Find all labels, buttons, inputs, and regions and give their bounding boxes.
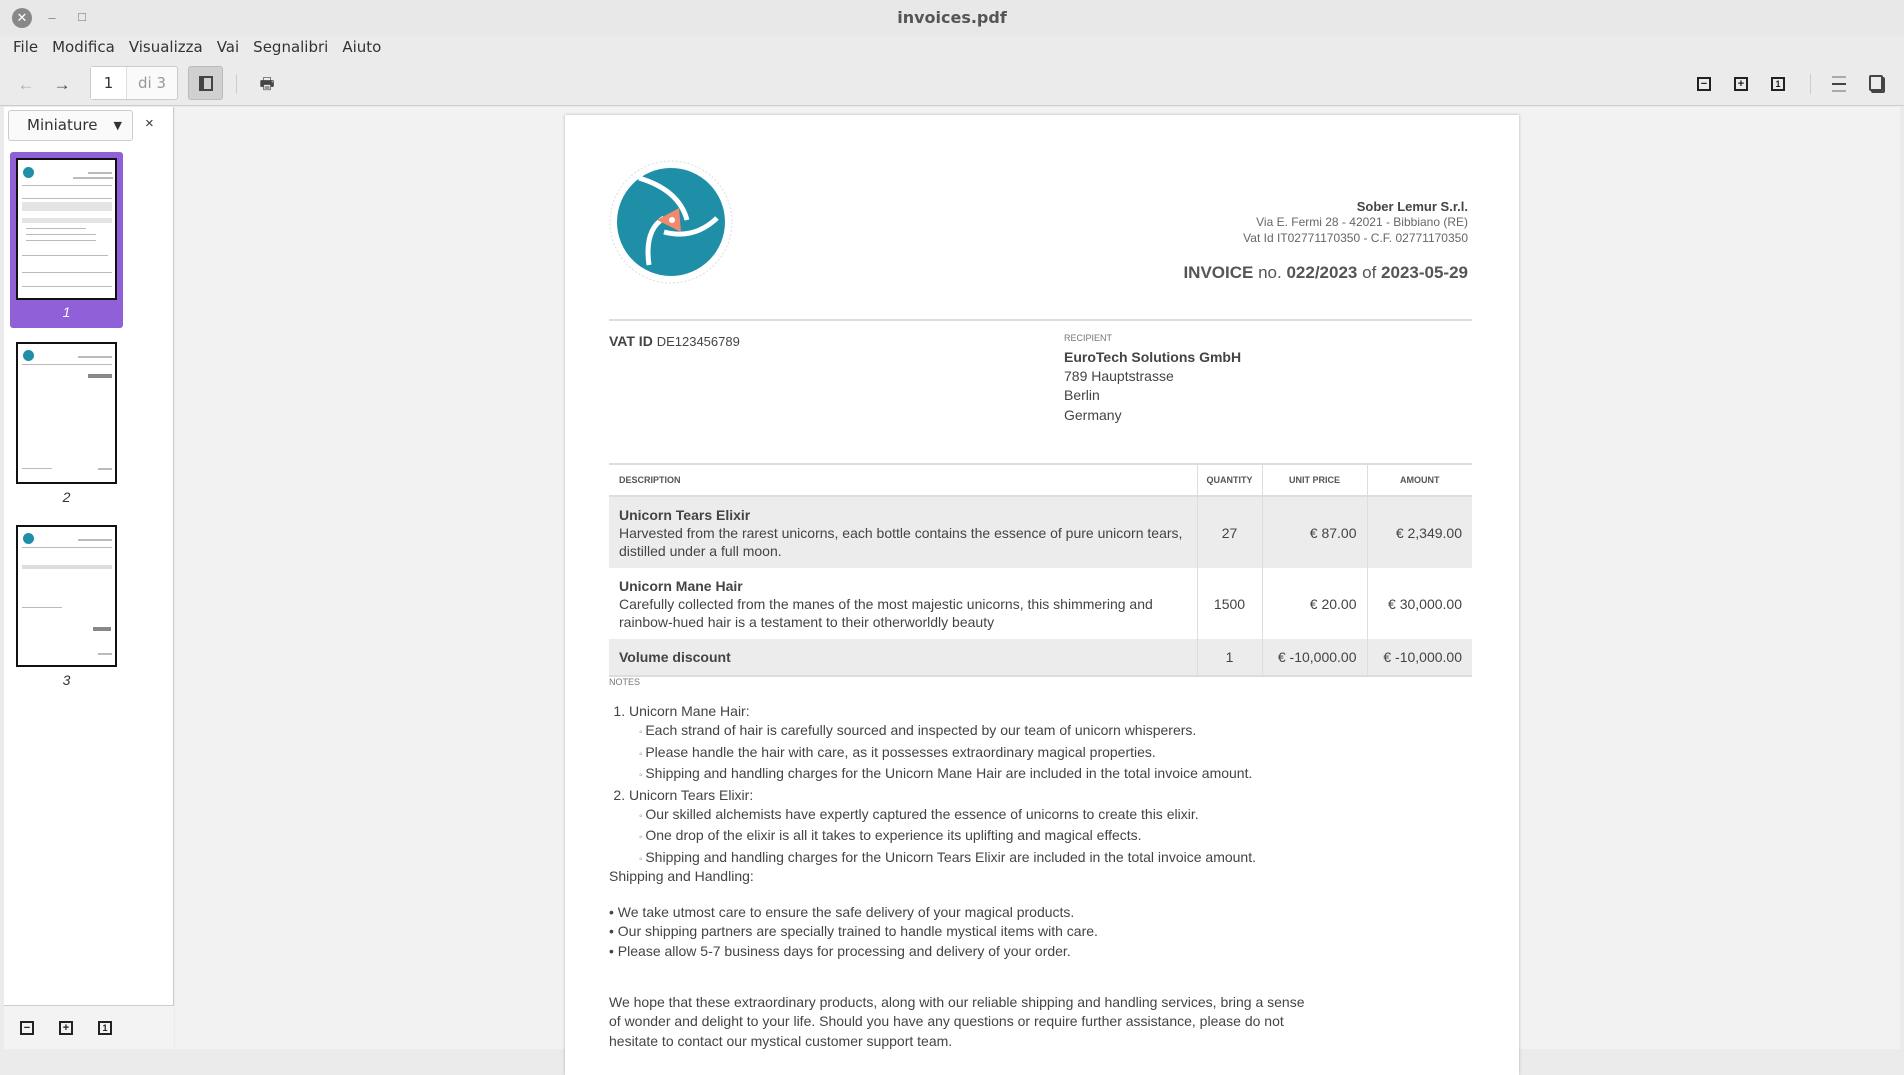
vat-id <box>609 333 740 349</box>
actual-size-icon[interactable]: 1 <box>1771 77 1785 91</box>
shipping-item: • Our shipping partners are specially trained to handle mystical items with care. <box>609 923 1098 940</box>
company-logo <box>609 160 733 284</box>
item-quantity: 27 <box>1197 496 1262 568</box>
note-item <box>629 786 1256 870</box>
invoice-date: 2023-05-29 <box>1381 263 1468 282</box>
item-name: Volume discount <box>609 639 1197 676</box>
sidebar-mode-dropdown[interactable] <box>8 110 133 141</box>
note-title: Unicorn Tears Elixir: <box>629 786 754 803</box>
toolbar <box>0 62 1904 106</box>
shipping-item: • We take utmost care to ensure the safe delivery of your magical products. <box>609 904 1075 920</box>
page-total: di 3 <box>137 74 166 92</box>
recipient-label: RECIPIENT <box>1064 333 1113 343</box>
item-unit-price: € 87.00 <box>1262 496 1367 568</box>
sidebar-zoom-bar <box>4 1005 174 1049</box>
item-unit-price: € -10,000.00 <box>1262 639 1367 676</box>
item-description: Harvested from the rarest unicorns, each bottle contains the essence of pure unicorn tears, distilled under a full moon. <box>619 524 1183 559</box>
print-icon[interactable]: 🖶 <box>259 76 275 93</box>
window-title: invoices.pdf <box>897 8 1007 27</box>
notes-label: NOTES <box>609 677 641 687</box>
header-quantity: QUANTITY <box>1197 464 1262 496</box>
item-unit-price: € 20.00 <box>1262 568 1367 639</box>
thumbnail-page-2[interactable] <box>10 336 123 506</box>
close-sidebar-icon[interactable]: × <box>145 115 154 132</box>
invoice-heading <box>1183 263 1468 283</box>
header-unit-price: UNIT PRICE <box>1262 464 1367 496</box>
invoice-table <box>609 463 1472 677</box>
minimize-window-button[interactable]: – <box>48 10 56 25</box>
thumbnail-page-1[interactable] <box>10 152 123 328</box>
sidebar-toggle-button[interactable] <box>188 66 223 100</box>
company-name: Sober Lemur S.r.l. <box>1356 199 1468 214</box>
of-word: of <box>1362 263 1377 282</box>
separator <box>1810 74 1811 94</box>
thumbnail-zoom-in-icon[interactable]: + <box>59 1021 73 1035</box>
thumbnail-label: 2 <box>62 489 71 505</box>
close-window-button[interactable]: ✕ <box>12 8 32 28</box>
table-header <box>609 464 1472 496</box>
menu-vai[interactable]: Vai <box>216 38 240 56</box>
item-name: Unicorn Mane Hair <box>619 577 743 594</box>
dropdown-arrow-icon: ▼ <box>113 119 122 132</box>
header-amount: AMOUNT <box>1367 464 1472 496</box>
shipping-title: Shipping and Handling: <box>609 868 754 884</box>
thumbnail-label: 1 <box>62 304 71 320</box>
forward-arrow-icon[interactable]: → <box>53 75 71 94</box>
thumbnail-label: 3 <box>62 672 71 688</box>
recipient-city: Berlin <box>1064 387 1100 403</box>
shipping-text: Our shipping partners are specially trained to handle mystical items with care. <box>617 923 1098 940</box>
page-selector <box>90 66 178 100</box>
item-description: Carefully collected from the manes of the most majestic unicorns, this shimmering and rainbow-hued hair is a testament to their otherworldly beauty <box>619 595 1153 630</box>
table-row <box>609 568 1472 639</box>
thumbnail-fit-icon[interactable]: 1 <box>98 1021 112 1035</box>
item-name: Unicorn Tears Elixir <box>619 506 751 523</box>
note-subitem: ◦ Shipping and handling charges for the Unicorn Tears Elixir are included in the total invoice amount. <box>639 848 1256 869</box>
thumbnail-image <box>16 342 117 484</box>
sidebar-mode-label: Miniature <box>27 116 98 134</box>
note-item <box>629 702 1256 786</box>
sidebar-icon <box>199 76 213 91</box>
invoice-number: 022/2023 <box>1286 263 1358 282</box>
closing-paragraph: We hope that these extraordinary products, along with our reliable shipping and handling services, bring a sense of wonder and delight to your life. Should you have any questions or require further assistance, please do not hesitate to contact our mystical customer support team. <box>609 994 1305 1049</box>
table-row <box>609 496 1472 568</box>
shipping-text: Please allow 5-7 business days for processing and delivery of your order. <box>617 942 1071 959</box>
vat-label: VAT ID <box>609 333 653 349</box>
page-number-input[interactable] <box>91 67 127 99</box>
shipping-list <box>609 903 1098 961</box>
header-description: DESCRIPTION <box>609 464 1197 496</box>
item-quantity: 1500 <box>1197 568 1262 639</box>
item-amount: € -10,000.00 <box>1367 639 1472 676</box>
menu-modifica[interactable]: Modifica <box>52 38 115 56</box>
title-bar <box>0 0 1904 36</box>
thumbnail-image <box>16 525 117 667</box>
note-title: Unicorn Mane Hair: <box>629 703 750 719</box>
vat-value: DE123456789 <box>656 334 740 349</box>
shipping-item: • Please allow 5-7 business days for processing and delivery of your order. <box>609 942 1071 959</box>
menu-visualizza[interactable]: Visualizza <box>128 38 203 56</box>
recipient-name: EuroTech Solutions GmbH <box>1064 349 1242 365</box>
dual-page-icon[interactable] <box>1869 75 1883 91</box>
recipient-country: Germany <box>1064 407 1122 423</box>
thumbnail-image <box>16 158 117 300</box>
company-address: Via E. Fermi 28 - 42021 - Bibbiano (RE) <box>1256 215 1468 229</box>
sidebar <box>4 107 174 1049</box>
menu-segnalibri[interactable]: Segnalibri <box>253 38 329 56</box>
thumbnail-zoom-out-icon[interactable]: − <box>20 1021 34 1035</box>
pdf-page <box>565 115 1519 1075</box>
thumbnail-page-3[interactable] <box>10 519 123 689</box>
menu-aiuto[interactable]: Aiuto <box>342 38 382 56</box>
shipping-text: We take utmost care to ensure the safe delivery of your magical products. <box>617 904 1075 920</box>
maximize-window-button[interactable]: ☐ <box>77 12 87 24</box>
note-subitem: ◦ Each strand of hair is carefully sourced and inspected by our team of unicorn whisperers. <box>639 721 1256 742</box>
item-amount: € 30,000.00 <box>1367 568 1472 639</box>
invoice-word: INVOICE <box>1183 263 1254 282</box>
divider <box>609 319 1472 321</box>
menu-bar <box>0 36 1904 62</box>
menu-file[interactable]: File <box>13 38 39 56</box>
continuous-scroll-icon[interactable] <box>1832 76 1846 92</box>
table-row <box>609 639 1472 676</box>
note-subitem: ◦ Our skilled alchemists have expertly captured the essence of unicorns to create this elixir. <box>639 805 1256 826</box>
notes-list <box>609 702 1256 869</box>
item-amount: € 2,349.00 <box>1367 496 1472 568</box>
separator <box>236 74 237 94</box>
no-word: no. <box>1258 263 1282 282</box>
note-subitem: ◦ One drop of the elixir is all it takes to experience its uplifting and magical effects. <box>639 826 1256 847</box>
zoom-out-icon[interactable]: − <box>1697 77 1711 91</box>
note-subitem: ◦ Shipping and handling charges for the Unicorn Mane Hair are included in the total invoice amount. <box>639 764 1256 785</box>
zoom-in-icon[interactable]: + <box>1734 77 1748 91</box>
back-arrow-icon[interactable]: ← <box>17 75 35 94</box>
note-subitem: ◦ Please handle the hair with care, as it possesses extraordinary magical properties. <box>639 743 1256 764</box>
recipient-street: 789 Hauptstrasse <box>1064 368 1174 384</box>
company-vat: Vat Id IT02771170350 - C.F. 02771170350 <box>1243 231 1468 245</box>
item-quantity: 1 <box>1197 639 1262 676</box>
